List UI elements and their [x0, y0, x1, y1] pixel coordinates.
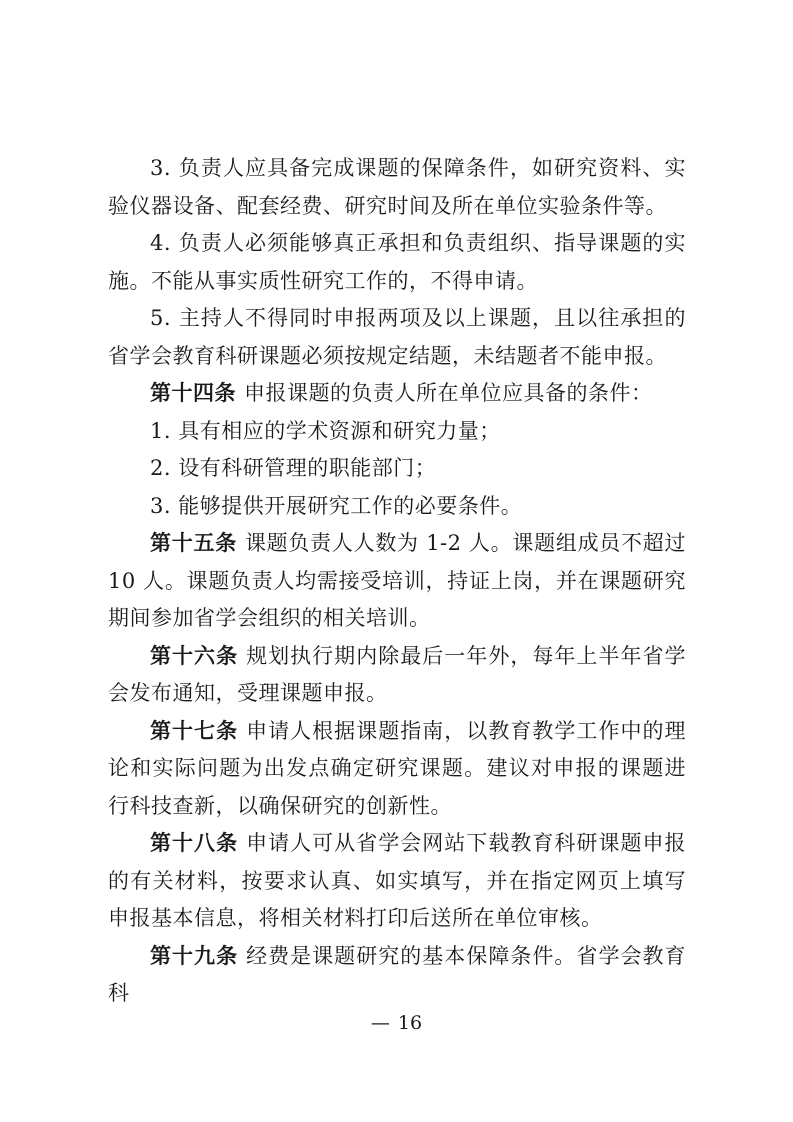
list-item — [108, 225, 686, 300]
article-paragraph — [108, 375, 686, 413]
paragraph-text: 经费是课题研究的基本保障条件。省学会教育科 — [108, 943, 687, 1005]
article-paragraph — [108, 825, 686, 938]
list-item — [108, 413, 686, 451]
paragraph-text: 规划执行期内除最后一年外，每年上半年省学会发布通知，受理课题申报。 — [108, 643, 687, 705]
article-heading: 第十六条 — [150, 643, 239, 668]
paragraph-text: 课题负责人人数为 1-2 人。课题组成员不超过 10 人。课题负责人均需接受培训，持证上岗，并在课题研究期间参加省学会组织的相关培训。 — [108, 531, 687, 630]
article-heading: 第十四条 — [150, 381, 236, 405]
article-paragraph — [108, 938, 686, 1013]
list-item — [108, 150, 686, 225]
paragraph-text: 1. 具有相应的学术资源和研究力量； — [150, 418, 501, 443]
paragraph-text: 3. 能够提供开展研究工作的必要条件。 — [150, 493, 523, 518]
paragraph-text: 4. 负责人必须能够真正承担和负责组织、指导课题的实施。不能从事实质性研究工作的，不得申请。 — [108, 231, 686, 293]
page-number: 16 — [397, 1012, 423, 1034]
list-item — [108, 450, 686, 488]
article-heading: 第十五条 — [150, 531, 237, 555]
footer-dash: — — [370, 1012, 390, 1034]
article-paragraph — [108, 525, 686, 638]
paragraph-text: 申报课题的负责人所在单位应具备的条件： — [244, 381, 653, 405]
page-footer — [0, 1012, 793, 1034]
article-heading: 第十七条 — [150, 718, 239, 743]
paragraph-text: 2. 设有科研管理的职能部门； — [150, 456, 437, 480]
paragraph-text: 申请人可从省学会网站下载教育科研课题申报的有关材料，按要求认真、如实填写，并在指定网页上填写申报基本信息，将相关材料打印后送所在单位审核。 — [108, 831, 687, 930]
article-heading: 第十九条 — [150, 943, 239, 968]
list-item — [108, 488, 686, 526]
paragraph-text: 申请人根据课题指南，以教育教学工作中的理论和实际问题为出发点确定研究课题。建议对申报的课题进行科技查新，以确保研究的创新性。 — [108, 718, 687, 818]
paragraph-text: 5. 主持人不得同时申报两项及以上课题，且以往承担的省学会教育科研课题必须按规定结题，未结题者不能申报。 — [108, 306, 686, 368]
article-heading: 第十八条 — [150, 831, 239, 855]
article-paragraph — [108, 638, 686, 713]
list-item — [108, 300, 686, 375]
article-paragraph — [108, 713, 686, 826]
document-body — [108, 150, 686, 1013]
paragraph-text: 3. 负责人应具备完成课题的保障条件，如研究资料、实验仪器设备、配套经费、研究时间及所在单位实验条件等。 — [108, 156, 686, 218]
